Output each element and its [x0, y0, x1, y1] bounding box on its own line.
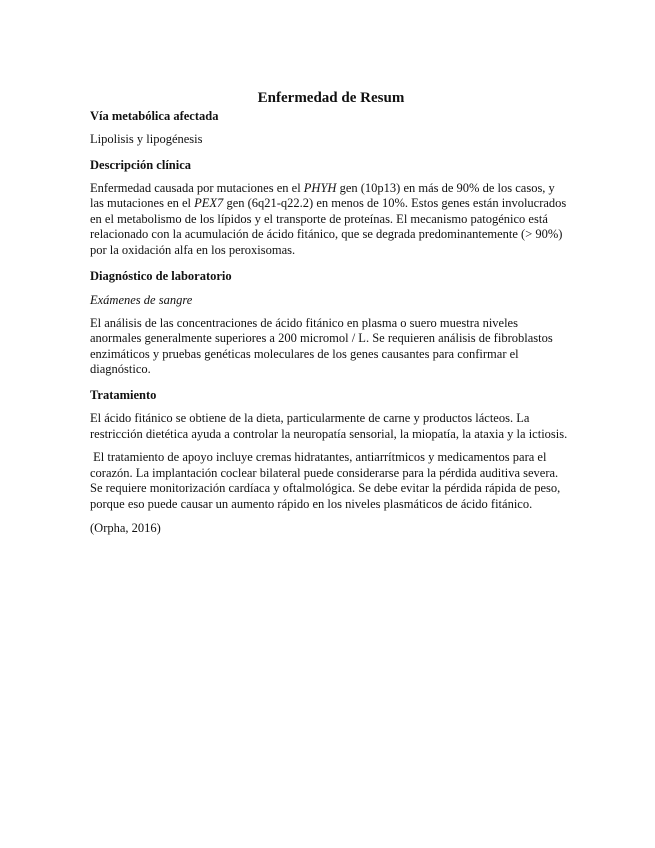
- metabolic-pathway-text: Lipolisis y lipogénesis: [90, 132, 203, 146]
- treatment-text-1: El ácido fitánico se obtiene de la dieta, particularmente de carne y productos lácteos. La restricción dietética ayuda a controlar la neuropatía sensorial, la miopatía, la ataxia y la ictiosis.: [90, 410, 568, 441]
- gene-name-phyh: PHYH: [303, 180, 337, 195]
- heading-lab-diagnosis: Diagnóstico de laboratorio: [90, 268, 232, 283]
- heading-treatment: Tratamiento: [90, 387, 157, 402]
- heading-metabolic-pathway: Vía metabólica afectada: [90, 109, 219, 123]
- heading-clinical-description: Descripción clínica: [90, 157, 192, 172]
- document-page: [90, 88, 570, 536]
- lab-diagnosis-text: El análisis de las concentraciones de ácido fitánico en plasma o suero muestra niveles anormales generalmente superiores a 200 micromol / L. Se requieren análisis de fibroblastos enzimáticos y pruebas genéticas moleculares de los genes causantes para confirmar el diagnóstico.: [90, 315, 553, 377]
- clinical-text-part: gen (6q21-q22.2) en menos de 10%. Estos genes están involucrados en el metabolismo de los lípidos y el transporte de proteínas. El mecanismo patogénico está relacionado con la acumulación de ácido fitánico, que se degrada predominantemente (> 90%) por la oxidación alfa en los peroxisomas.: [90, 196, 567, 257]
- gene-name-pex7: PEX7: [194, 196, 224, 211]
- subheading-blood-tests: Exámenes de sangre: [90, 292, 193, 307]
- clinical-description-text: [90, 181, 570, 259]
- document-title: Enfermedad de Resum: [257, 90, 405, 106]
- clinical-text-part: gen (10p13) en más de 90% de los casos, y las mutaciones en el: [90, 180, 555, 211]
- citation: (Orpha, 2016): [90, 520, 161, 535]
- clinical-text-part: Enfermedad causada por mutaciones en el: [90, 180, 304, 195]
- treatment-text-2: El tratamiento de apoyo incluye cremas hidratantes, antiarrítmicos y medicamentos para el corazón. La implantación coclear bilateral puede considerarse para la pérdida auditiva severa. Se requiere monitorización cardíaca y oftalmológica. Se debe evitar la pérdida rápida de peso, porque eso puede causar un aumento rápido en los niveles plasmáticos de ácido fitánico.: [90, 450, 564, 511]
